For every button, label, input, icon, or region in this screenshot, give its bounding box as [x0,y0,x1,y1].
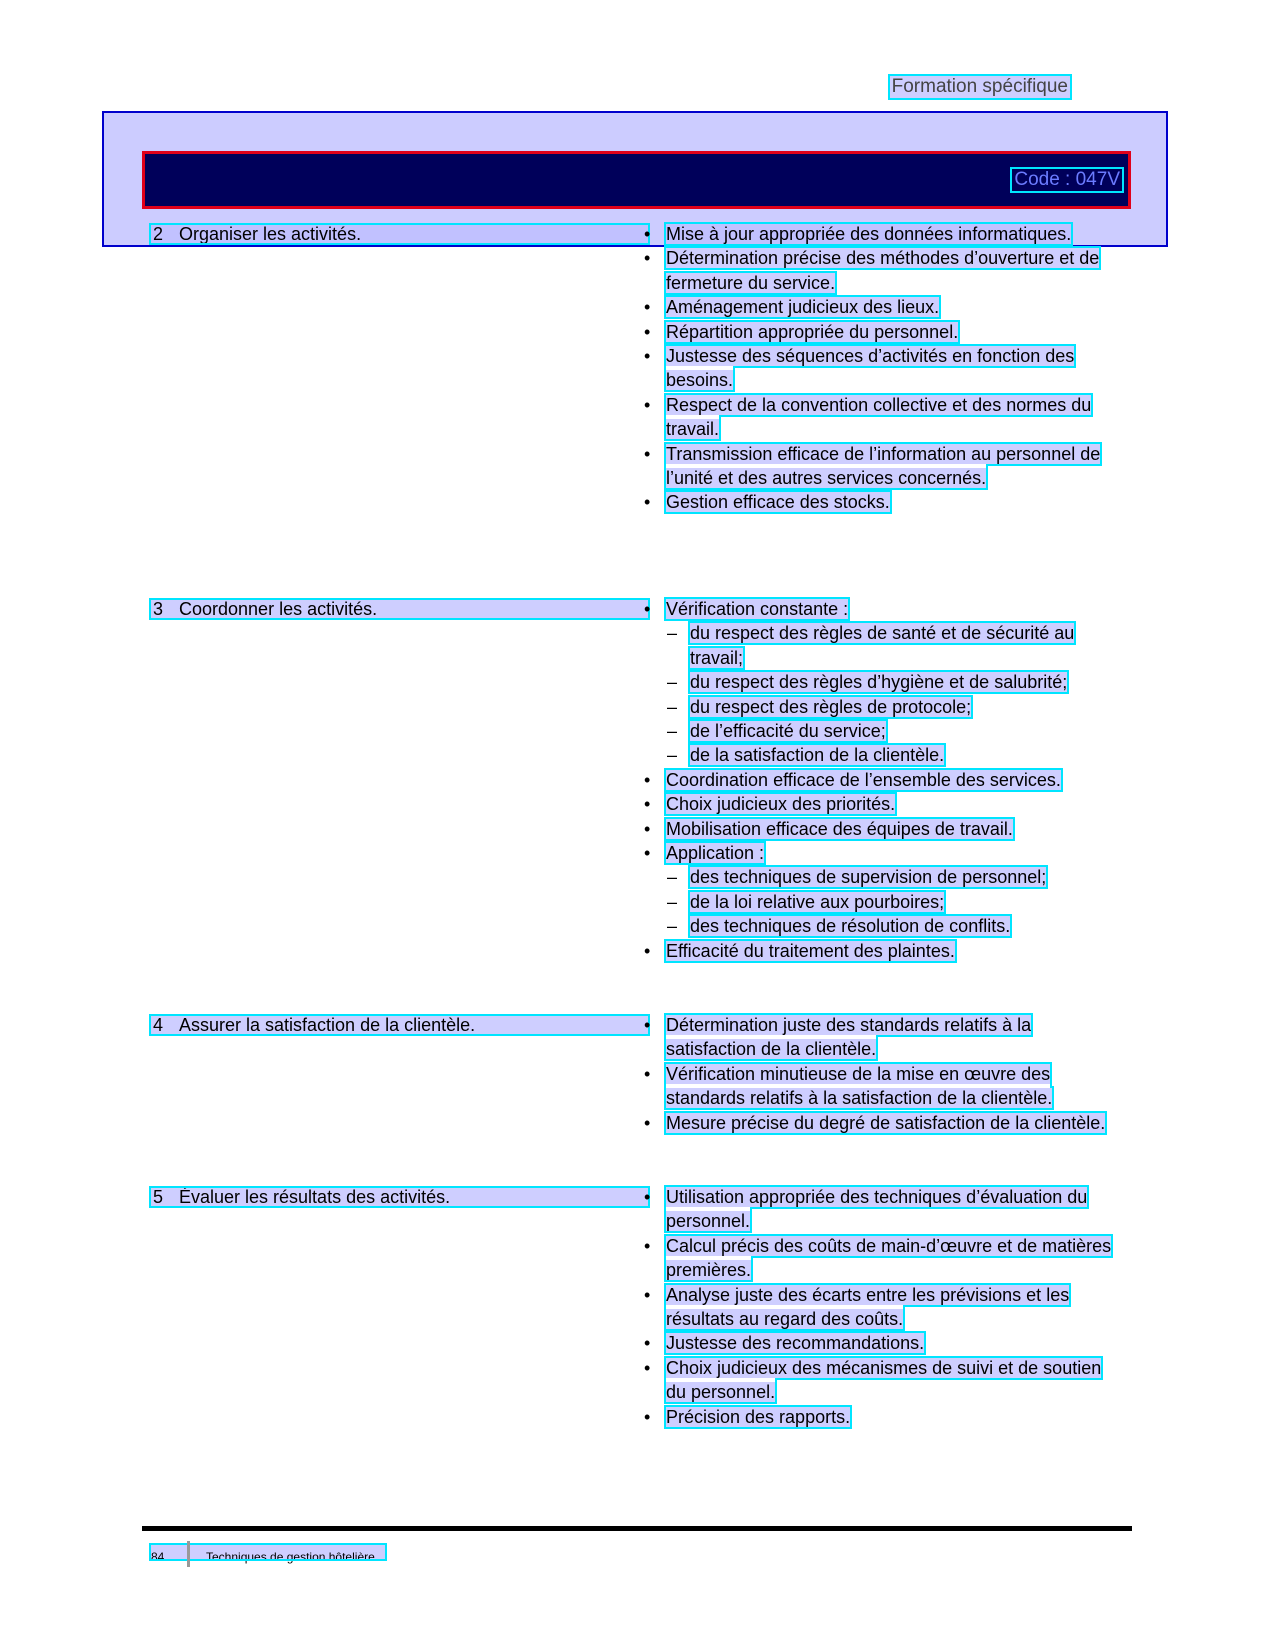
bullet-icon: • [644,1333,651,1354]
competency-number: 2 [153,224,164,244]
bullet-icon: • [644,394,651,415]
code-label: Code : 047V [1014,169,1120,190]
list-item: • Répartition appropriée du personnel. [644,320,1124,344]
bullet-icon: • [644,492,651,513]
bullet-icon: • [644,1063,651,1084]
bullet-icon: • [644,297,651,318]
sub-list-item: – de la satisfaction de la clientèle. [644,743,1124,767]
dash-icon: – [667,623,678,644]
dash-icon: – [667,696,678,717]
list-item: • Justesse des recommandations. [644,1331,1124,1355]
sub-list-item: – des techniques de supervision de personnel; [644,865,1124,889]
list-item: • Mesure précise du degré de satisfaction de la clientèle. [644,1111,1124,1135]
sub-list-item: – de l’efficacité du service; [644,719,1124,743]
competency-number: 5 [153,1187,164,1207]
list-item: • Précision des rapports. [644,1405,1124,1429]
competency-row [151,1188,648,1206]
competency-title: Évaluer les résultats des activités. [179,1187,451,1207]
competency-title: Assurer la satisfaction de la clientèle. [179,1015,476,1035]
list-item: • Calcul précis des coûts de main-d’œuvre et de matières premières. [644,1235,1112,1281]
bullet-icon: • [644,1284,651,1305]
bullet-icon: • [644,1357,651,1378]
dash-icon: – [667,745,678,766]
dash-icon: – [667,891,678,912]
code-banner [142,151,1131,209]
list-item: • Respect de la convention collective et des normes du travail. [644,394,1092,440]
bullet-icon: • [644,794,651,815]
dash-icon: – [667,672,678,693]
bullet-icon: • [644,1015,651,1035]
bullet-icon: • [644,769,651,790]
sub-list-item: – du respect des règles d’hygiène et de salubrité; [644,670,1124,694]
list-item: • Coordination efficace de l’ensemble des services. [644,768,1124,792]
list-item: • Gestion efficace des stocks. [644,490,1124,514]
list-item: • Analyse juste des écarts entre les prévisions et les résultats au regard des coûts. [644,1284,1070,1330]
page-footer [151,1545,385,1565]
sub-list-item: – du respect des règles de santé et de sécurité au travail; [667,623,1075,668]
sub-list-item: – de la loi relative aux pourboires; [644,890,1124,914]
bullet-icon: • [644,346,651,367]
bullet-icon: • [644,599,651,619]
competency-row [151,225,648,243]
bullet-icon: • [644,843,651,864]
footer-rule [142,1526,1132,1531]
list-item: • Détermination juste des standards relatifs à la satisfaction de la clientèle. [644,1015,1032,1060]
competency-number: 4 [153,1015,164,1035]
list-item: • Vérification minutieuse de la mise en œuvre des standards relatifs à la satisfaction de la clientèle. [644,1063,1053,1109]
criteria-list [644,222,1124,515]
list-item: • Détermination précise des méthodes d’ouverture et de fermeture du service. [644,248,1100,293]
list-item: • Application : [644,841,1124,865]
bullet-icon: • [644,1406,651,1427]
bullet-icon: • [644,1187,651,1207]
page-number: 84 [151,1550,165,1565]
dash-icon: – [667,916,678,937]
list-item: • Vérification constante : [644,597,1124,621]
footer-separator [187,1541,190,1567]
criteria-list [644,1185,1124,1429]
list-item: • Mise à jour appropriée des données informatiques. [644,222,1124,246]
sub-list-item: – des techniques de résolution de conflits. [644,914,1124,938]
criteria-list [644,597,1124,963]
competency-title: Organiser les activités. [179,224,362,244]
list-item: • Choix judicieux des priorités. [644,792,1124,816]
list-item: • Utilisation appropriée des techniques d’évaluation du personnel. [644,1187,1088,1232]
bullet-icon: • [644,443,651,464]
section-header-label: Formation spécifique [891,76,1068,97]
bullet-icon: • [644,818,651,839]
competency-row [151,600,648,618]
bullet-icon: • [644,248,651,269]
criteria-list [644,1013,1124,1135]
bullet-icon: • [644,321,651,342]
bullet-icon: • [644,224,651,244]
bullet-icon: • [644,1235,651,1256]
book-title: Techniques de gestion hôtelière [206,1550,375,1565]
competency-number: 3 [153,599,164,619]
list-item: • Choix judicieux des mécanismes de suivi et de soutien du personnel. [644,1357,1102,1403]
list-item: • Transmission efficace de l’information au personnel de l’unité et des autres services concernés. [644,443,1101,489]
list-item: • Mobilisation efficace des équipes de travail. [644,817,1124,841]
bullet-icon: • [644,1112,651,1133]
sub-list-item: – du respect des règles de protocole; [644,695,1124,719]
list-item: • Justesse des séquences d’activités en fonction des besoins. [644,346,1075,391]
list-item: • Efficacité du traitement des plaintes. [644,939,1124,963]
competency-title: Coordonner les activités. [179,599,378,619]
list-item: • Aménagement judicieux des lieux. [644,295,1124,319]
bullet-icon: • [644,940,651,961]
dash-icon: – [667,721,678,742]
dash-icon: – [667,867,678,888]
competency-row [151,1016,648,1034]
